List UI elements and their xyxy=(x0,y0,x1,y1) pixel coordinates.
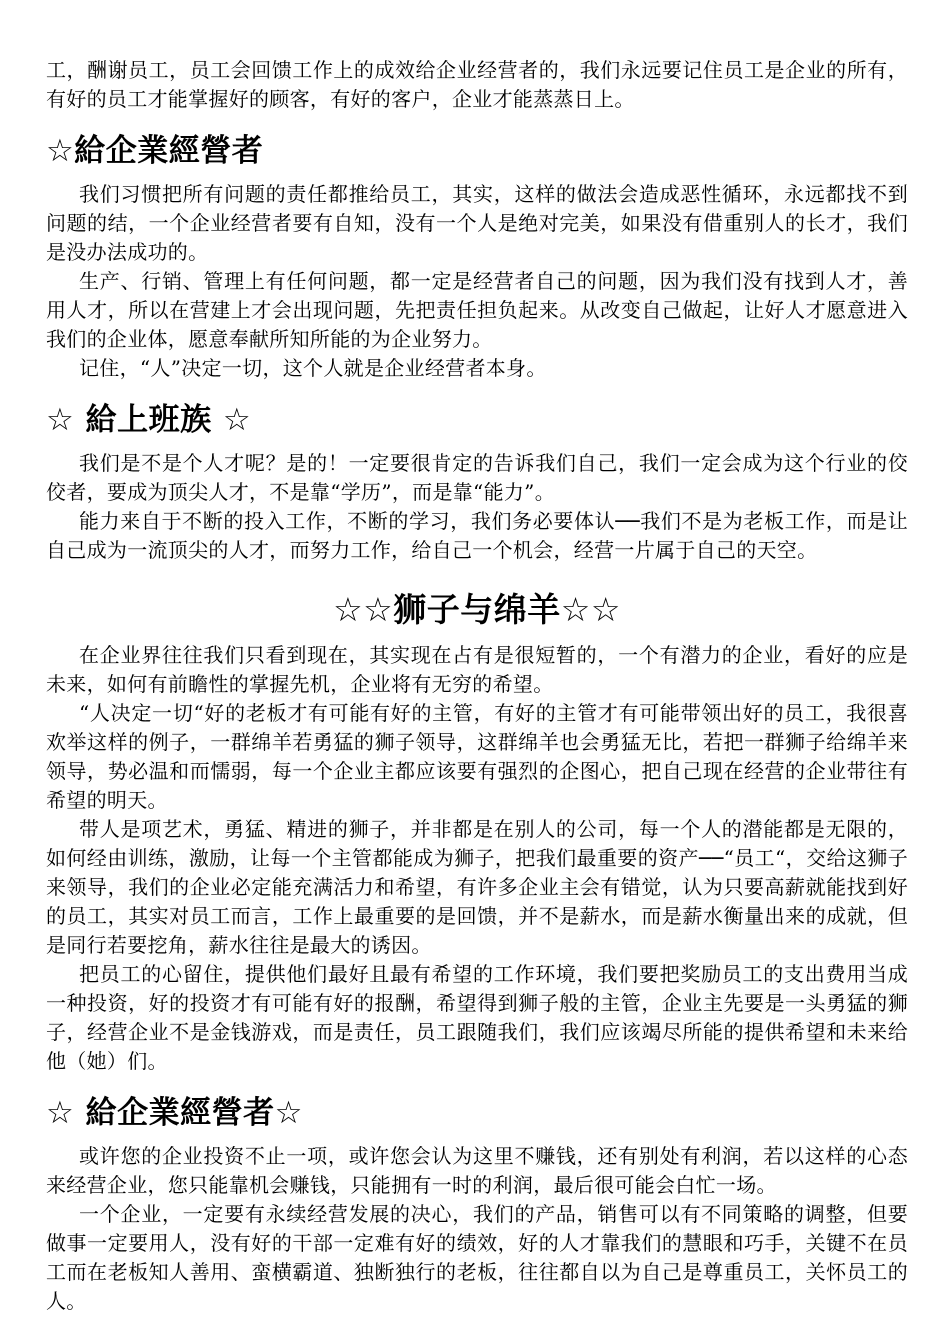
to-managers-section-1 xyxy=(46,132,908,383)
section-heading: ☆ 給上班族 ☆ xyxy=(46,402,252,438)
to-managers-section-2 xyxy=(46,1094,908,1316)
intro-section xyxy=(46,56,908,114)
paragraph: 在企业界往往我们只看到现在，其实现在占有是很短暂的，一个有潜力的企业，看好的应是未来，如何有前瞻性的掌握先机，企业将有无穷的希望。 xyxy=(46,643,908,696)
paragraph: 生产、行销、管理上有任何问题，都一定是经营者自己的问题，因为我们没有找到人才，善用人才，所以在营建上才会出现问题，先把责任担负起来。从改变自己做起，让好人才愿意进入我们的企业体，愿意奉献所知所能的为企业努力。 xyxy=(46,269,908,351)
paragraph: 工，酬谢员工，员工会回馈工作上的成效给企业经营者的，我们永远要记住员工是企业的所有，有好的员工才能掌握好的顾客，有好的客户，企业才能蒸蒸日上。 xyxy=(46,58,908,111)
paragraph: 记住，“人”决定一切，这个人就是企业经营者本身。 xyxy=(79,356,547,380)
paragraph: 能力来自于不断的投入工作，不断的学习，我们务必要体认──我们不是为老板工作，而是让自己成为一流顶尖的人才，而努力工作，给自己一个机会，经营一片属于自己的天空。 xyxy=(46,509,908,562)
section-heading: ☆ 給企業經營者☆ xyxy=(46,1095,303,1131)
paragraph: 我们习惯把所有问题的责任都推给员工，其实，这样的做法会造成恶性循环，永远都找不到问题的结，一个企业经营者要有自知，没有一个人是绝对完美，如果没有借重别人的长才，我们是没办法成功的。 xyxy=(46,182,908,264)
paragraph: 带人是项艺术，勇猛、精进的狮子，并非都是在别人的公司，每一个人的潜能都是无限的，如何经由训练，激励，让每一个主管都能成为狮子，把我们最重要的资产──“员工“，交给这狮子来领导，我们的企业必定能充满活力和希望，有许多企业主会有错觉，认为只要高薪就能找到好的员工，其实对员工而言，工作上最重要的是回馈，并不是薪水，而是薪水衡量出来的成就，但是同行若要挖角，薪水往往是最大的诱因。 xyxy=(46,817,908,957)
paragraph: 把员工的心留住，提供他们最好且最有希望的工作环境，我们要把奖励员工的支出费用当成一种投资，好的投资才有可能有好的报酬，希望得到狮子般的主管，企业主先要是一头勇猛的狮子，经营企业不是金钱游戏，而是责任，员工跟随我们，我们应该竭尽所能的提供希望和未来给他（她）们。 xyxy=(46,962,908,1073)
paragraph: 或许您的企业投资不止一项，或许您会认为这里不赚钱，还有别处有利润，若以这样的心态来经营企业，您只能靠机会赚钱，只能拥有一时的利润，最后很可能会白忙一场。 xyxy=(46,1144,908,1197)
lion-sheep-section xyxy=(46,591,908,1076)
to-workers-section xyxy=(46,401,908,565)
section-heading: ☆給企業經營者 xyxy=(46,133,264,169)
paragraph: 我们是不是个人才呢？是的！一定要很肯定的告诉我们自己，我们一定会成为这个行业的佼佼者，要成为顶尖人才，不是靠“学历”，而是靠“能力”。 xyxy=(46,451,908,504)
document-page xyxy=(46,56,908,1316)
paragraph: “人决定一切“好的老板才有可能有好的主管，有好的主管才有可能带领出好的员工，我很喜欢举这样的例子，一群绵羊若勇猛的狮子领导，这群绵羊也会勇猛无比，若把一群狮子给绵羊来领导，势必温和而懦弱，每一个企业主都应该要有强烈的企图心，把自己现在经营的企业带往有希望的明天。 xyxy=(46,701,908,812)
section-heading: ☆☆狮子与绵羊☆☆ xyxy=(333,590,621,629)
paragraph: 一个企业，一定要有永续经营发展的决心，我们的产品，销售可以有不同策略的调整，但要做事一定要用人，没有好的干部一定难有好的绩效，好的人才靠我们的慧眼和巧手，关键不在员工而在老板知人善用、蛮横霸道、独断独行的老板，往往都自以为自己是尊重员工，关怀员工的人。 xyxy=(46,1202,908,1313)
